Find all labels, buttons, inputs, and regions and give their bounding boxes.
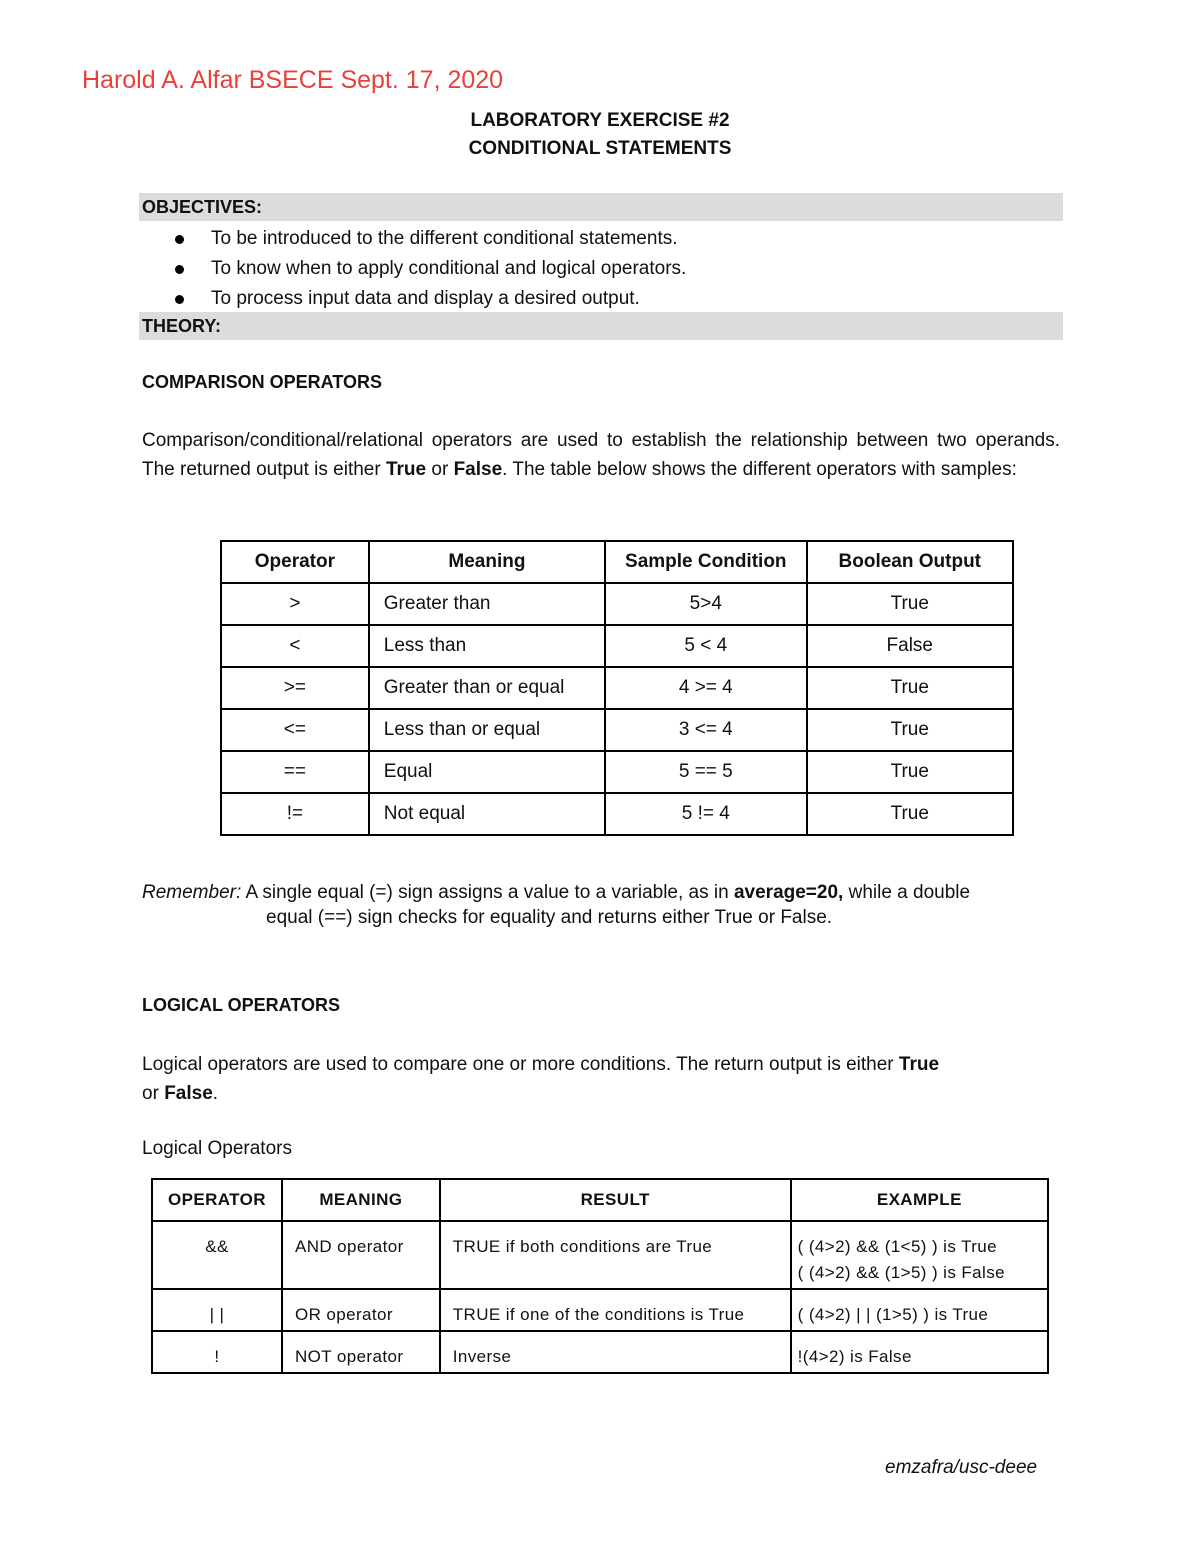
- table-row: [152, 1331, 1048, 1373]
- example-cell: !(4>2) is False: [791, 1331, 1048, 1373]
- document-title: LABORATORY EXERCISE #2: [470, 110, 730, 131]
- theory-heading: THEORY:: [142, 316, 221, 336]
- objectives-heading-bar: [139, 193, 1063, 221]
- result-cell: TRUE if one of the conditions is True: [440, 1289, 791, 1331]
- table-header-row: [152, 1179, 1048, 1221]
- table-row: [221, 793, 1013, 835]
- operator-cell: &&: [152, 1221, 282, 1289]
- sample-condition-cell: 5>4: [605, 583, 807, 625]
- meaning-cell: Greater than or equal: [369, 667, 605, 709]
- result-cell: Inverse: [440, 1331, 791, 1373]
- table-row: [221, 667, 1013, 709]
- remember-note: Remember: A single equal (=) sign assigns a value to a variable, as in average=20, while a double: [142, 882, 971, 903]
- remember-note-line2: equal (==) sign checks for equality and returns either True or False.: [266, 907, 833, 928]
- table-row: [221, 709, 1013, 751]
- sample-condition-cell: 4 >= 4: [605, 667, 807, 709]
- meaning-cell: Not equal: [369, 793, 605, 835]
- logical-table-caption: Logical Operators: [142, 1138, 292, 1159]
- logical-operators-heading: LOGICAL OPERATORS: [142, 995, 341, 1015]
- operator-cell: <: [221, 625, 369, 667]
- boolean-output-cell: False: [807, 625, 1013, 667]
- table-row: [152, 1221, 1048, 1289]
- column-header: Meaning: [369, 541, 605, 583]
- meaning-cell: Greater than: [369, 583, 605, 625]
- boolean-output-cell: True: [807, 793, 1013, 835]
- table-row: [152, 1289, 1048, 1331]
- table-row: [221, 583, 1013, 625]
- objectives-heading: OBJECTIVES:: [142, 197, 263, 217]
- meaning-cell: Less than or equal: [369, 709, 605, 751]
- meaning-cell: AND operator: [282, 1221, 440, 1289]
- objective-item: To be introduced to the different conditional statements.: [172, 224, 686, 254]
- column-header: Boolean Output: [807, 541, 1013, 583]
- column-header: Sample Condition: [605, 541, 807, 583]
- table-row: [221, 751, 1013, 793]
- example-cell: ( (4>2) && (1<5) ) is True ( (4>2) && (1>5) ) is False: [791, 1221, 1048, 1289]
- table-row: [221, 625, 1013, 667]
- sample-condition-cell: 5 != 4: [605, 793, 807, 835]
- objective-item: To process input data and display a desired output.: [172, 284, 686, 314]
- example-cell: ( (4>2) | | (1>5) ) is True: [791, 1289, 1048, 1331]
- logical-operators-table: [151, 1178, 1049, 1374]
- meaning-cell: Equal: [369, 751, 605, 793]
- sample-condition-cell: 5 == 5: [605, 751, 807, 793]
- boolean-output-cell: True: [807, 751, 1013, 793]
- operator-cell: <=: [221, 709, 369, 751]
- objective-item: To know when to apply conditional and logical operators.: [172, 254, 686, 284]
- operator-cell: !=: [221, 793, 369, 835]
- operator-cell: >=: [221, 667, 369, 709]
- objectives-list: [172, 224, 686, 314]
- column-header: OPERATOR: [152, 1179, 282, 1221]
- author-annotation: Harold A. Alfar BSECE Sept. 17, 2020: [82, 66, 504, 94]
- boolean-output-cell: True: [807, 709, 1013, 751]
- operator-cell: ==: [221, 751, 369, 793]
- column-header: EXAMPLE: [791, 1179, 1048, 1221]
- comparison-intro-paragraph: Comparison/conditional/relational operators are used to establish the relationship between two operands. The returned output is either True or False. The table below shows the different operators with samples:: [142, 430, 1060, 480]
- result-cell: TRUE if both conditions are True: [440, 1221, 791, 1289]
- document-subtitle: CONDITIONAL STATEMENTS: [468, 138, 732, 159]
- footer-credit: emzafra/usc-deee: [885, 1457, 1038, 1478]
- table-header-row: [221, 541, 1013, 583]
- boolean-output-cell: True: [807, 667, 1013, 709]
- boolean-output-cell: True: [807, 583, 1013, 625]
- comparison-operators-heading: COMPARISON OPERATORS: [142, 372, 383, 392]
- sample-condition-cell: 5 < 4: [605, 625, 807, 667]
- operator-cell: !: [152, 1331, 282, 1373]
- column-header: MEANING: [282, 1179, 440, 1221]
- meaning-cell: OR operator: [282, 1289, 440, 1331]
- logical-intro-paragraph: Logical operators are used to compare one or more conditions. The return output is either True or False.: [142, 1054, 940, 1104]
- operator-cell: | |: [152, 1289, 282, 1331]
- meaning-cell: Less than: [369, 625, 605, 667]
- theory-heading-bar: [139, 312, 1063, 340]
- comparison-operators-table: [220, 540, 1014, 836]
- operator-cell: >: [221, 583, 369, 625]
- column-header: RESULT: [440, 1179, 791, 1221]
- sample-condition-cell: 3 <= 4: [605, 709, 807, 751]
- remember-label: Remember:: [142, 882, 242, 903]
- column-header: Operator: [221, 541, 369, 583]
- meaning-cell: NOT operator: [282, 1331, 440, 1373]
